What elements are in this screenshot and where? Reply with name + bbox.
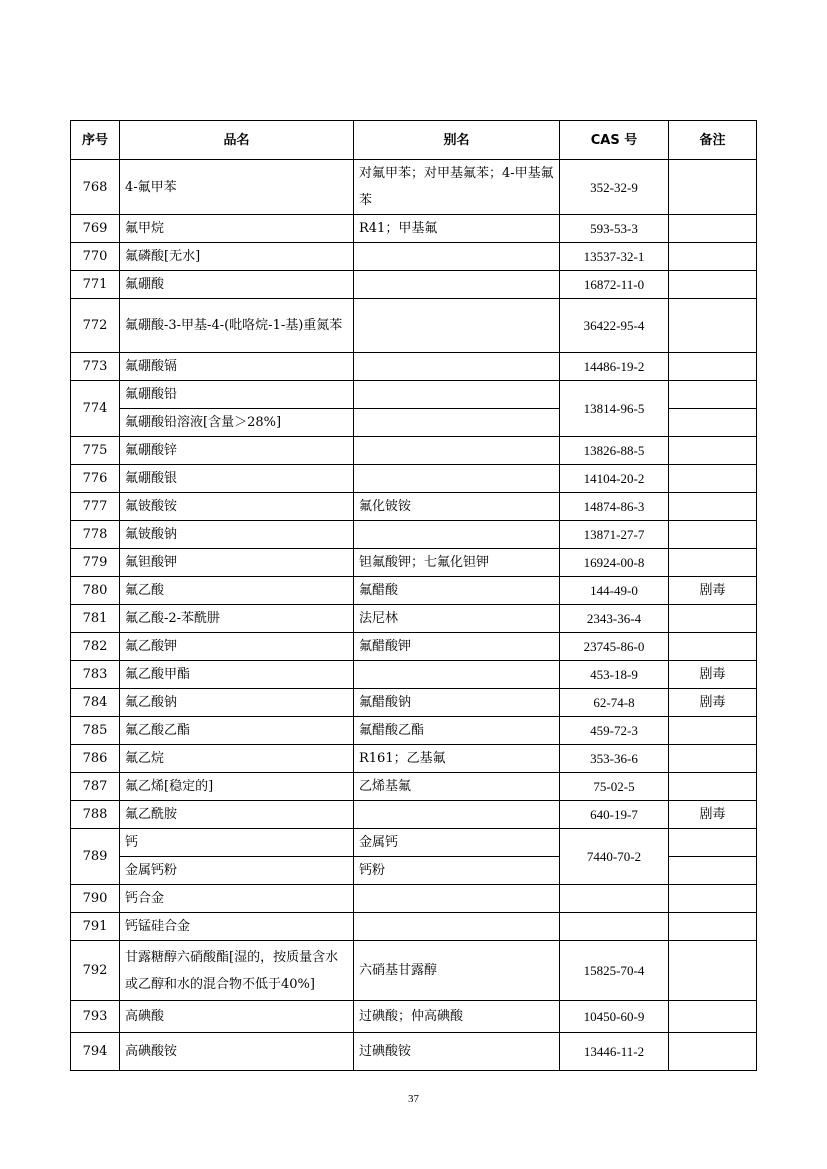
row-cas: 640-19-7: [560, 801, 669, 829]
row-note: [669, 215, 757, 243]
row-alias: [354, 409, 560, 437]
row-no: 771: [71, 271, 120, 299]
row-alias: 氟醋酸: [354, 577, 560, 605]
row-name: 氟铍酸铵: [120, 493, 354, 521]
row-cas: 453-18-9: [560, 661, 669, 689]
row-note: [669, 465, 757, 493]
row-no: 772: [71, 299, 120, 353]
row-name: 氟乙烷: [120, 745, 354, 773]
chemical-list-table: [70, 120, 757, 1071]
row-name: 氟乙酰胺: [120, 801, 354, 829]
row-alias: [354, 299, 560, 353]
row-name: 氟乙酸钾: [120, 633, 354, 661]
row-cas: 2343-36-4: [560, 605, 669, 633]
row-no: 786: [71, 745, 120, 773]
header-alias: 别名: [354, 121, 560, 160]
row-name: 氟硼酸铅: [120, 381, 354, 409]
row-note: [669, 885, 757, 913]
row-note: [669, 1001, 757, 1033]
table-row: [71, 801, 757, 829]
table-row: [71, 215, 757, 243]
row-alias: [354, 243, 560, 271]
row-note: [669, 857, 757, 885]
table-row: [71, 549, 757, 577]
table-row: [71, 941, 757, 1001]
row-name: 氟硼酸镉: [120, 353, 354, 381]
row-name: 甘露糖醇六硝酸酯[湿的，按质量含水或乙醇和水的混合物不低于40%]: [120, 941, 354, 1001]
row-no: 776: [71, 465, 120, 493]
row-cas: 144-49-0: [560, 577, 669, 605]
row-name: 钙: [120, 829, 354, 857]
row-no: 768: [71, 160, 120, 215]
row-no: 777: [71, 493, 120, 521]
row-alias: 法尼林: [354, 605, 560, 633]
row-cas: 7440-70-2: [560, 829, 669, 885]
row-cas: 13446-11-2: [560, 1033, 669, 1071]
row-name: 氟硼酸铅溶液[含量＞28%]: [120, 409, 354, 437]
table-row: [71, 160, 757, 215]
table-row: [71, 689, 757, 717]
row-no: 774: [71, 381, 120, 437]
row-cas: 14104-20-2: [560, 465, 669, 493]
row-cas: 16872-11-0: [560, 271, 669, 299]
row-name: 金属钙粉: [120, 857, 354, 885]
row-cas: 353-36-6: [560, 745, 669, 773]
table-row: [71, 633, 757, 661]
row-note: 剧毒: [669, 801, 757, 829]
row-alias: [354, 661, 560, 689]
row-name: 氟钽酸钾: [120, 549, 354, 577]
row-alias: 氟醋酸钾: [354, 633, 560, 661]
table-row: [71, 437, 757, 465]
row-no: 785: [71, 717, 120, 745]
row-name: 氟甲烷: [120, 215, 354, 243]
row-note: [669, 409, 757, 437]
row-cas: 16924-00-8: [560, 549, 669, 577]
row-alias: [354, 801, 560, 829]
row-name: 高碘酸铵: [120, 1033, 354, 1071]
row-alias: R161；乙基氟: [354, 745, 560, 773]
page-number: 37: [408, 1093, 419, 1105]
row-note: [669, 493, 757, 521]
row-alias: 六硝基甘露醇: [354, 941, 560, 1001]
row-no: 769: [71, 215, 120, 243]
row-name: 氟硼酸-3-甲基-4-(吡咯烷-1-基)重氮苯: [120, 299, 354, 353]
row-note: [669, 745, 757, 773]
row-name: 钙合金: [120, 885, 354, 913]
row-cas: 459-72-3: [560, 717, 669, 745]
table-row: [71, 381, 757, 409]
row-name: 氟乙酸: [120, 577, 354, 605]
row-cas: 23745-86-0: [560, 633, 669, 661]
row-name: 氟乙酸-2-苯酰肼: [120, 605, 354, 633]
header-no: 序号: [71, 121, 120, 160]
table-row: [71, 717, 757, 745]
table-row: [71, 745, 757, 773]
row-note: [669, 773, 757, 801]
table-row: [71, 299, 757, 353]
row-name: 高碘酸: [120, 1001, 354, 1033]
table-row: [71, 271, 757, 299]
row-cas: 62-74-8: [560, 689, 669, 717]
row-no: 783: [71, 661, 120, 689]
row-name: 4-氟甲苯: [120, 160, 354, 215]
row-cas: 36422-95-4: [560, 299, 669, 353]
row-name: 氟硼酸锌: [120, 437, 354, 465]
table-row: [71, 913, 757, 941]
table-row: [71, 493, 757, 521]
row-name: 氟铍酸钠: [120, 521, 354, 549]
row-cas: [560, 913, 669, 941]
table-row: [71, 773, 757, 801]
row-no: 792: [71, 941, 120, 1001]
row-alias: 乙烯基氟: [354, 773, 560, 801]
row-alias: 过碘酸；仲高碘酸: [354, 1001, 560, 1033]
row-cas: 13814-96-5: [560, 381, 669, 437]
row-no: 779: [71, 549, 120, 577]
table-row: [71, 1033, 757, 1071]
row-cas: 13826-88-5: [560, 437, 669, 465]
row-no: 778: [71, 521, 120, 549]
table-header-row: [71, 121, 757, 160]
row-alias: 钽氟酸钾；七氟化钽钾: [354, 549, 560, 577]
row-no: 781: [71, 605, 120, 633]
row-no: 782: [71, 633, 120, 661]
row-alias: 氟化铍铵: [354, 493, 560, 521]
row-no: 788: [71, 801, 120, 829]
row-note: [669, 271, 757, 299]
row-alias: [354, 885, 560, 913]
row-note: [669, 521, 757, 549]
row-note: [669, 941, 757, 1001]
row-alias: [354, 353, 560, 381]
row-note: [669, 243, 757, 271]
row-no: 789: [71, 829, 120, 885]
row-note: [669, 549, 757, 577]
row-alias: [354, 271, 560, 299]
row-note: 剧毒: [669, 689, 757, 717]
row-alias: 金属钙: [354, 829, 560, 857]
table-row: [71, 829, 757, 857]
row-alias: 氟醋酸乙酯: [354, 717, 560, 745]
table-row: [71, 885, 757, 913]
row-cas: [560, 885, 669, 913]
row-alias: 对氟甲苯；对甲基氟苯；4-甲基氟苯: [354, 160, 560, 215]
row-note: [669, 605, 757, 633]
table-row: [71, 243, 757, 271]
row-alias: [354, 465, 560, 493]
row-cas: 15825-70-4: [560, 941, 669, 1001]
table-row: [71, 577, 757, 605]
row-name: 氟硼酸银: [120, 465, 354, 493]
row-cas: 14874-86-3: [560, 493, 669, 521]
row-no: 773: [71, 353, 120, 381]
row-name: 氟乙烯[稳定的]: [120, 773, 354, 801]
header-note: 备注: [669, 121, 757, 160]
row-no: 784: [71, 689, 120, 717]
row-note: [669, 437, 757, 465]
row-no: 791: [71, 913, 120, 941]
table-row: [71, 1001, 757, 1033]
row-note: [669, 353, 757, 381]
row-cas: 352-32-9: [560, 160, 669, 215]
row-note: [669, 717, 757, 745]
row-cas: 75-02-5: [560, 773, 669, 801]
table-row: [71, 465, 757, 493]
row-cas: 593-53-3: [560, 215, 669, 243]
row-name: 氟乙酸乙酯: [120, 717, 354, 745]
row-name: 氟乙酸钠: [120, 689, 354, 717]
row-alias: [354, 437, 560, 465]
row-no: 790: [71, 885, 120, 913]
row-alias: 钙粉: [354, 857, 560, 885]
row-note: [669, 913, 757, 941]
header-cas: CAS 号: [560, 121, 669, 160]
row-name: 氟磷酸[无水]: [120, 243, 354, 271]
row-alias: [354, 913, 560, 941]
row-cas: 13871-27-7: [560, 521, 669, 549]
row-alias: 过碘酸铵: [354, 1033, 560, 1071]
row-no: 794: [71, 1033, 120, 1071]
row-alias: R41；甲基氟: [354, 215, 560, 243]
row-no: 770: [71, 243, 120, 271]
row-name: 钙锰硅合金: [120, 913, 354, 941]
row-note: 剧毒: [669, 661, 757, 689]
table-row: [71, 661, 757, 689]
row-cas: 14486-19-2: [560, 353, 669, 381]
table-row: [71, 605, 757, 633]
row-alias: 氟醋酸钠: [354, 689, 560, 717]
row-note: 剧毒: [669, 577, 757, 605]
row-alias: [354, 521, 560, 549]
row-cas: 13537-32-1: [560, 243, 669, 271]
row-note: [669, 829, 757, 857]
row-name: 氟硼酸: [120, 271, 354, 299]
row-no: 793: [71, 1001, 120, 1033]
header-name: 品名: [120, 121, 354, 160]
row-note: [669, 160, 757, 215]
row-note: [669, 381, 757, 409]
row-no: 775: [71, 437, 120, 465]
row-note: [669, 299, 757, 353]
row-no: 787: [71, 773, 120, 801]
row-name: 氟乙酸甲酯: [120, 661, 354, 689]
table-row: [71, 521, 757, 549]
row-no: 780: [71, 577, 120, 605]
table-row: [71, 353, 757, 381]
row-alias: [354, 381, 560, 409]
row-note: [669, 1033, 757, 1071]
row-cas: 10450-60-9: [560, 1001, 669, 1033]
row-note: [669, 633, 757, 661]
